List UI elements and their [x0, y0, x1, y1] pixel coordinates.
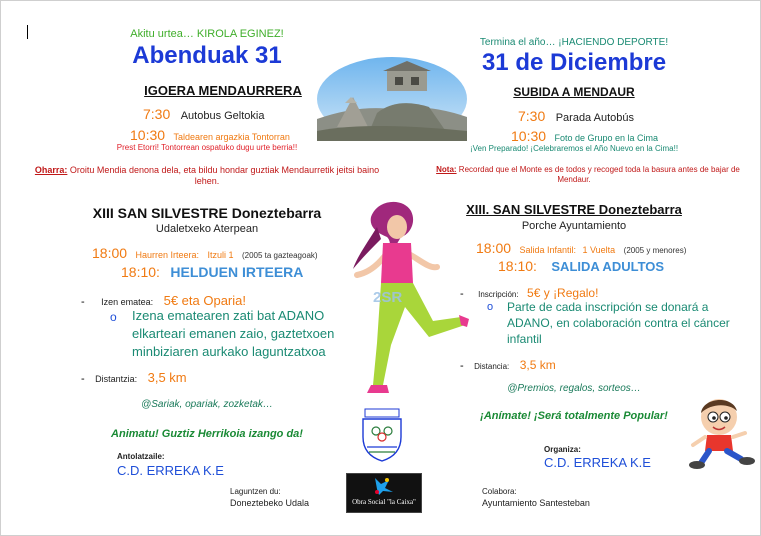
- right-sponsor: Ayuntamiento Santesteban: [482, 498, 590, 508]
- star-logo-icon: [347, 474, 421, 496]
- club-crest-icon: [359, 407, 405, 463]
- left-sponsor: Doneztebeko Udala: [230, 498, 310, 508]
- left-race-time2-text: HELDUEN IRTEERA: [170, 264, 304, 280]
- right-organizer-label: Organiza:: [544, 445, 581, 454]
- right-date-title: 31 de Diciembre: [481, 49, 667, 76]
- right-fee-label: Inscripción:: [478, 290, 519, 299]
- bullet-dash-icon: -: [81, 296, 85, 308]
- left-slogan: Prest Etorri! Tontorrean ospatuko dugu urte berria!!: [116, 143, 298, 152]
- right-distance-value: 3,5 km: [519, 358, 556, 372]
- left-event-title: IGOERA MENDAURRERA: [144, 83, 302, 98]
- left-race-time2: 18:10:: [121, 264, 160, 280]
- right-race-time2: 18:10:: [498, 258, 537, 274]
- left-race-time1-row: [92, 245, 318, 263]
- left-race-time1-extra: Itzuli 1: [207, 250, 234, 260]
- right-race-title: XIII. SAN SILVESTRE Doneztebarra: [466, 202, 682, 217]
- left-cheer: Animatu! Guztiz Herrikoia izango da!: [111, 428, 303, 440]
- left-note-label: Oharra:: [34, 165, 68, 175]
- right-fee-detail-bullet: o: [487, 301, 494, 313]
- left-fee-detail-bullet: o: [110, 310, 117, 324]
- right-note-line2: Mendaur.: [557, 175, 591, 184]
- runner-shirt-text: 2SR: [373, 289, 403, 306]
- left-fee-label: Izen ematea:: [101, 297, 154, 307]
- left-fee-detail-2: elkarteari emanen zaio, gaztetxoen: [132, 326, 335, 341]
- left-note-text: Oroitu Mendia denona dela, eta bildu hondar guztiak Mendaurretik jeitsi baino: [69, 165, 380, 175]
- right-greeting: Termina el año… ¡HACIENDO DEPORTE!: [479, 37, 669, 48]
- bullet-dash-icon: -: [81, 373, 85, 385]
- left-fee-value: 5€ eta Oparia!: [163, 293, 246, 308]
- left-distance-label: Distantzia:: [95, 374, 138, 384]
- right-note-label: Nota:: [436, 165, 457, 174]
- right-event-title: SUBIDA A MENDAUR: [513, 85, 635, 99]
- right-fee-value: 5€ y ¡Regalo!: [527, 286, 599, 300]
- left-fee-detail-3: minbiziaren aurkako laguntzatxoa: [132, 344, 326, 359]
- left-time1: 7:30: [143, 106, 171, 122]
- right-race-time2-row: [498, 258, 664, 276]
- cartoon-runner-boy: [687, 393, 757, 471]
- runner-figure-icon: [337, 197, 473, 403]
- right-race-place: Porche Ayuntamiento: [521, 220, 627, 232]
- right-fee-detail-2: ADANO, en colaboración contra el cáncer: [507, 316, 730, 330]
- left-prizes: @Sariak, opariak, zozketak…: [141, 399, 273, 410]
- right-distance-row: [460, 356, 556, 374]
- bullet-dash-icon: -: [460, 360, 464, 372]
- left-time2: 10:30: [130, 127, 166, 143]
- left-organizer-label: Antolatzaile:: [117, 452, 165, 461]
- right-race-time2-text: SALIDA ADULTOS: [551, 259, 665, 274]
- right-prizes: @Premios, regalos, sorteos…: [507, 383, 641, 394]
- left-fee-detail-1: Izena ematearen zati bat ADANO: [132, 308, 325, 323]
- right-fee-detail-1: Parte de cada inscripción se donará a: [507, 300, 709, 314]
- left-greeting: Akitu urtea… KIROLA EGINEZ!: [130, 28, 284, 40]
- left-race-time2-row: [121, 264, 303, 282]
- right-note-text: Recordad que el Monte es de todos y recoged toda la basura antes de bajar de: [458, 165, 740, 174]
- left-note: [35, 165, 379, 175]
- right-time1-row: [518, 108, 634, 126]
- left-distance-value: 3,5 km: [147, 370, 187, 385]
- left-race-time1-note: (2005 ta gazteagoak): [241, 251, 318, 260]
- bank-logo-text: Obra Social "la Caixa": [352, 498, 416, 506]
- right-time2-text: Foto de Grupo en la Cima: [554, 133, 659, 143]
- right-time1-text: Parada Autobús: [555, 112, 634, 124]
- left-date-title: Abenduak 31: [132, 42, 282, 69]
- left-race-place: Udaletxeko Aterpean: [155, 223, 259, 235]
- right-slogan: ¡Ven Preparado! ¡Celebraremos el Año Nuevo en la Cima!!: [469, 144, 679, 153]
- mountain-summit-illustration: [317, 57, 467, 141]
- left-time1-text: Autobus Geltokia: [180, 110, 265, 122]
- bullet-dash-icon: -: [460, 288, 464, 300]
- text-cursor: [27, 25, 28, 39]
- left-organizer: C.D. ERREKA K.E: [117, 463, 224, 478]
- left-race-time1: 18:00: [92, 245, 128, 261]
- left-time2-text: Taldearen argazkia Tontorran: [173, 132, 290, 142]
- la-caixa-logo: [346, 473, 422, 513]
- right-organizer: C.D. ERREKA K.E: [544, 455, 651, 470]
- right-sponsor-label: Colabora:: [482, 487, 517, 496]
- right-race-time1: 18:00: [476, 240, 512, 256]
- left-distance-row: [81, 369, 187, 387]
- left-time1-row: [143, 106, 264, 124]
- right-cheer: ¡Anímate! ¡Será totalmente Popular!: [480, 410, 668, 422]
- right-distance-label: Distancia:: [474, 362, 510, 371]
- left-note-line2: lehen.: [194, 176, 220, 186]
- running-boy-icon: [687, 393, 757, 471]
- right-time1: 7:30: [518, 108, 546, 124]
- right-race-time1-extra: 1 Vuelta: [582, 245, 616, 255]
- right-race-time1-row: [476, 240, 686, 258]
- left-race-time1-text: Haurren Irteera:: [135, 250, 200, 260]
- mountain-summit-photo: [317, 57, 467, 141]
- left-race-title: XIII SAN SILVESTRE Doneztebarra: [92, 205, 322, 221]
- runner-illustration: [337, 197, 473, 403]
- right-race-time1-note: (2005 y menores): [623, 246, 687, 255]
- right-race-time1-text: Salida Infantil:: [519, 245, 577, 255]
- right-note: [436, 165, 740, 174]
- club-crest-logo: [359, 407, 405, 463]
- right-fee-detail-3: infantil: [507, 332, 542, 346]
- right-time2: 10:30: [511, 128, 547, 144]
- left-sponsor-label: Laguntzen du:: [230, 487, 281, 496]
